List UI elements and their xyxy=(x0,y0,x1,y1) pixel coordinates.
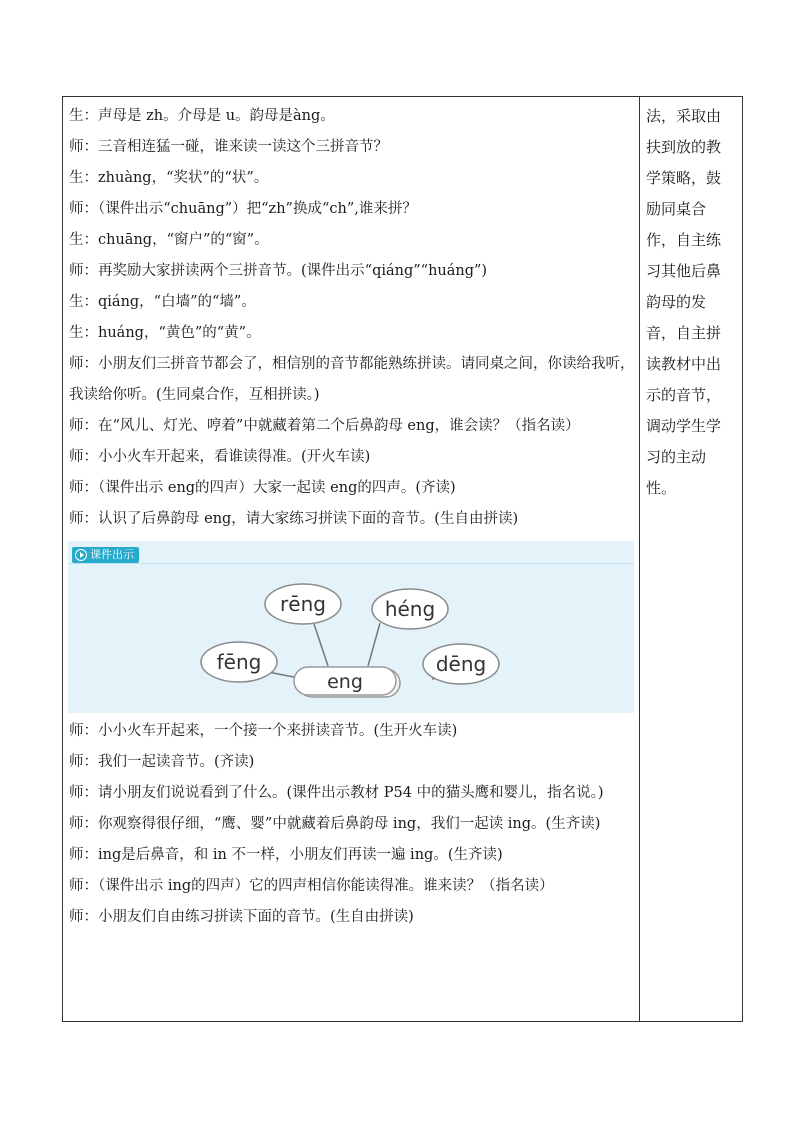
dialogue-line: 师：我们一起读音节。(齐读) xyxy=(69,754,255,770)
syllable-bubble xyxy=(265,584,341,624)
side-note-line: 学策略，鼓 xyxy=(646,169,722,187)
dialogue-line: 师：小朋友们自由练习拼读下面的音节。(生自由拼读) xyxy=(69,909,414,925)
dialogue-line: 师：（课件出示“chuāng”）把“zh”换成“ch”,谁来拼？ xyxy=(69,201,417,217)
dialogue-line: 生：zhuàng，“奖状”的“状”。 xyxy=(69,170,269,186)
side-note-line: 习其他后鼻 xyxy=(646,262,722,280)
center-capsule xyxy=(294,667,400,697)
syllable-text: dēng xyxy=(435,652,487,676)
dialogue-line: 师：ing是后鼻音，和 in 不一样，小朋友们再读一遍 ing。(生齐读) xyxy=(69,847,503,863)
syllable-text: héng xyxy=(384,597,436,621)
side-note-line: 扶到放的教 xyxy=(646,138,722,156)
side-note-line: 读教材中出 xyxy=(646,355,722,373)
column-divider xyxy=(639,97,640,1021)
courseware-label: 课件出示 xyxy=(90,548,134,561)
dialogue-line: 师：再奖励大家拼读两个三拼音节。(课件出示“qiáng”“huáng”) xyxy=(69,263,488,279)
side-note-line: 韵母的发 xyxy=(646,293,707,311)
connector-line xyxy=(368,623,380,666)
dialogue-line: 师：三音相连猛一碰，谁来读一读这个三拼音节？ xyxy=(69,139,388,155)
lesson-table xyxy=(62,96,743,1022)
side-note-line: 法，采取由 xyxy=(646,107,722,125)
side-note-line: 性。 xyxy=(646,479,677,497)
dialogue-line: 师：你观察得很仔细，“鹰、婴”中就藏着后鼻韵母 ing，我们一起读 ing。(生齐读) xyxy=(69,816,601,832)
design-intent-column xyxy=(646,101,738,504)
syllable-bubble xyxy=(372,589,448,629)
dialogue-line: 师：请小朋友们说说看到了什么。(课件出示教材 P54 中的猫头鹰和婴儿，指名说。) xyxy=(69,785,604,801)
dialogue-line: 师：小小火车开起来，一个接一个来拼读音节。(生开火车读) xyxy=(69,723,458,739)
dialogue-line: 师：（课件出示 eng的四声）大家一起读 eng的四声。(齐读) xyxy=(69,480,456,496)
side-note-line: 习的主动 xyxy=(646,448,707,466)
side-note-line: 作，自主练 xyxy=(646,231,722,249)
dialogue-line: 生：huáng，“黄色”的“黄”。 xyxy=(69,325,261,341)
syllable-bubble xyxy=(423,644,499,684)
side-note-line: 音，自主拼 xyxy=(646,324,722,342)
syllable-text: rēng xyxy=(280,592,326,616)
courseware-panel xyxy=(68,541,634,713)
dialogue-line: 生：声母是 zh。介母是 u。韵母是àng。 xyxy=(69,108,335,124)
dialogue-line: 师：（课件出示 ing的四声）它的四声相信你能读得准。谁来读？（指名读） xyxy=(69,878,554,894)
dialogue-line: 生：qiáng，“白墙”的“墙”。 xyxy=(69,294,256,310)
syllable-text: fēng xyxy=(216,650,262,674)
dialogue-line: 师：小朋友们三拼音节都会了，相信别的音节都能熟练拼读。请同桌之间，你读给我听，我读给你听。(生同桌合作，互相拼读。) xyxy=(69,356,635,403)
connector-line xyxy=(313,621,328,666)
syllable-web-diagram xyxy=(68,541,634,713)
syllable-bubble xyxy=(201,642,277,682)
dialogue-line: 师：小小火车开起来，看谁读得准。(开火车读) xyxy=(69,449,371,465)
dialogue-column xyxy=(69,101,635,933)
side-note-line: 示的音节， xyxy=(646,386,722,404)
dialogue-line: 生：chuāng，“窗户”的“窗”。 xyxy=(69,232,269,248)
dialogue-line: 师：认识了后鼻韵母 eng，请大家练习拼读下面的音节。(生自由拼读) xyxy=(69,511,519,527)
dialogue-line: 师：在“风儿、灯光、哼着”中就藏着第二个后鼻韵母 eng，谁会读？（指名读） xyxy=(69,418,580,434)
center-syllable: eng xyxy=(327,671,363,693)
side-note-line: 调动学生学 xyxy=(646,417,722,435)
side-note-line: 励同桌合 xyxy=(646,200,707,218)
